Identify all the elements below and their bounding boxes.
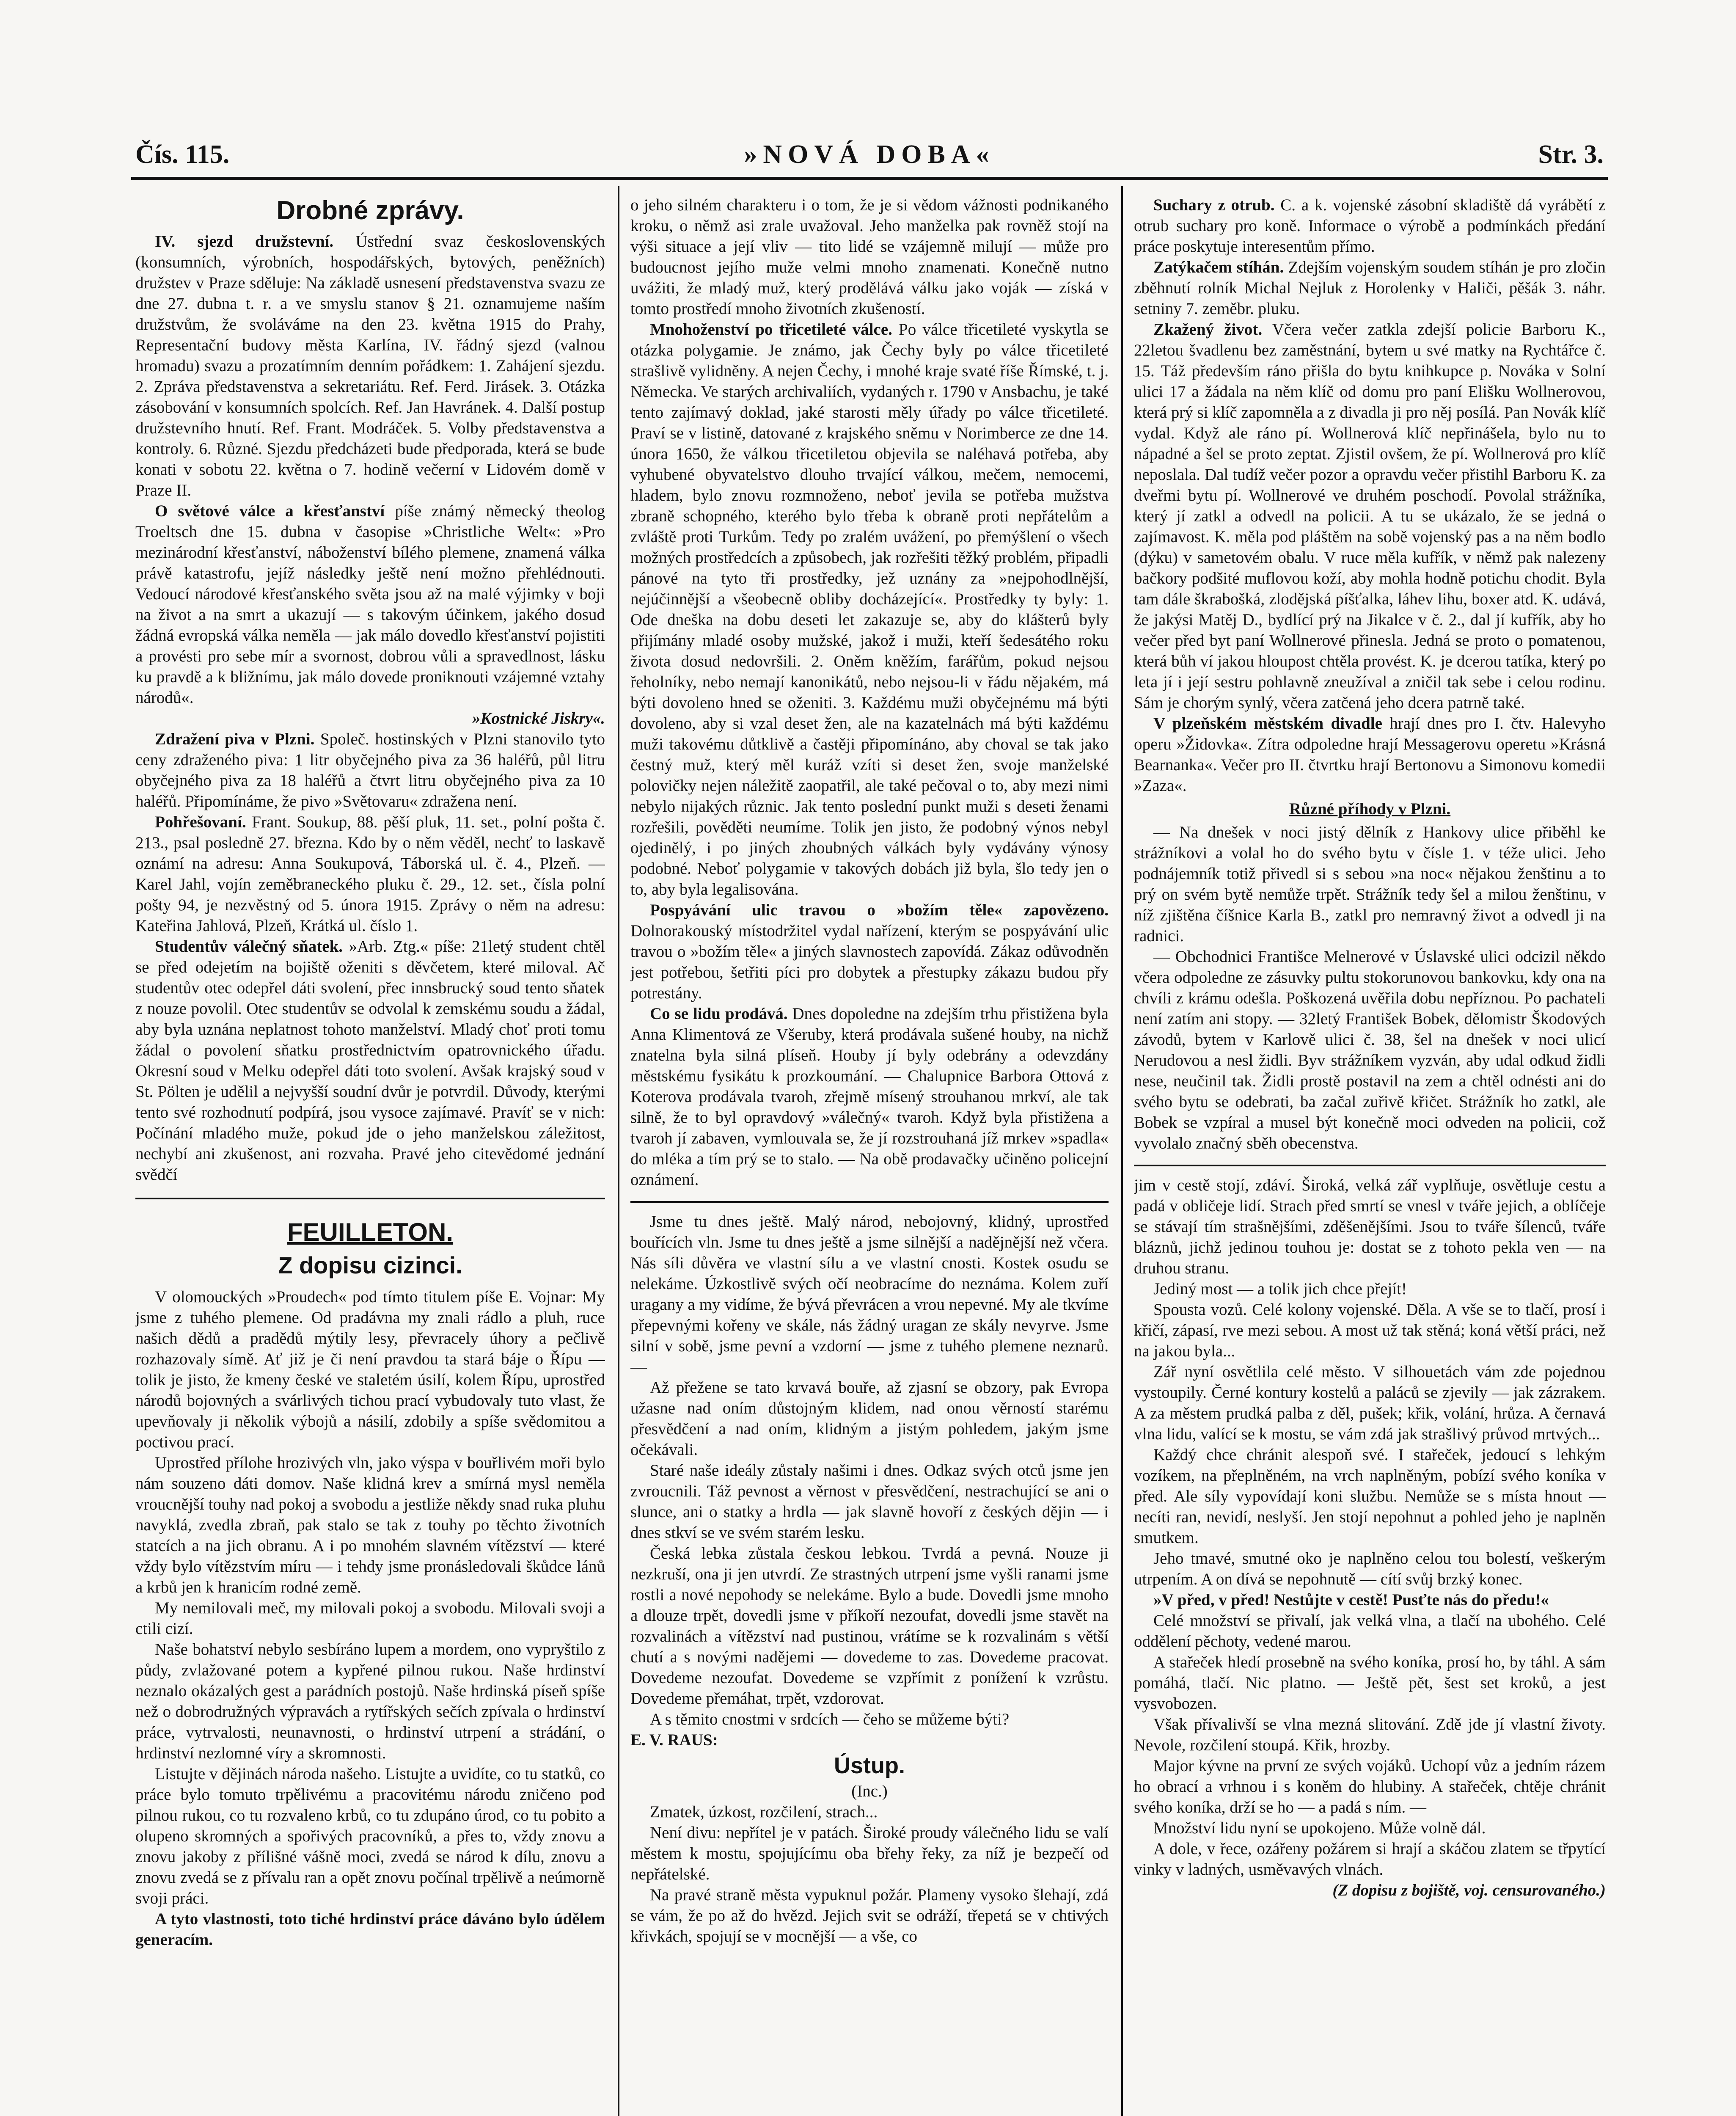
page-number: Str. 3. — [1538, 140, 1604, 169]
article-lead: IV. sjezd družstevní. — [155, 232, 334, 251]
article-paragraph: — Na dnešek v noci jistý dělník z Hankovy ulice přiběhl ke strážníkovi a volal ho do svého bytu v čísle 1. v téže ulici. Jeho podnájemník totiž přivedl si s sebou »na noc« nějakou ženštinu a to prý on svém bytě nemůže trpět. Strážník tedy šel a milou ženštinu, v níž zjištěna číšnice Karla B., zatkl pro nemravný život a odvedl ji na radnici. — [1134, 823, 1606, 945]
feuilleton-paragraph: Až přežene se tato krvavá bouře, až zjasní se obzory, pak Evropa užasne nad oním důstojným klidem, nad onou věrností starému přesvědčení a nad oním, klidným a jistým pohledem, jakým jsme očekávali. — [630, 1378, 1109, 1459]
article-svetova-valka — [135, 501, 605, 708]
article-body: Ústřední svaz československých (konsumních, výrobních, hospodářských, bytových, peněžních) družstev v Praze sděluje: Na základě usnesení představenstva svazu ze dne 27. dubna t. r. a ve smyslu stanov § 21. oznamujeme naším družstvům, že svoláváme na den 23. května 1915 do Prahy, Representační budovy města Karlína, IV. řádný sjezd (valnou hromadu) svazu a prozatímním denním pořádkem: 1. Zahájení sjezdu. 2. Zpráva představenstva a sekretariátu. Ref. Ferd. Jirásek. 3. Otázka zásobování v konsumních spolcích. Ref. Jan Havránek. 4. Další postup družstevního hnutí. Ref. Frant. Modráček. 5. Volby představenstva a kontroly. 6. Různé. Sjezdu předcházeti bude předporada, která se bude konati v sobotu 22. května o 7. hodině večerní v Lidovém domě v Praze II. — [135, 232, 605, 499]
header-rule — [131, 177, 1608, 180]
article-divadlo — [1134, 713, 1606, 796]
section-heading-drobne-zpravy: Drobné zprávy. — [276, 196, 464, 225]
feuilleton-paragraph: Česká lebka zůstala českou lebkou. Tvrdá a pevná. Nouze ji nezkruší, ona ji jen utvrdí. Ze strastných utrpení jsme vyšli ranami jsme rostli a nové nepohody se nelekáme. Bylo a bude. Dovedli jsme mnoho a dlouze trpět, dovedli jsme v příkoří nezoufat, dovedli jsme stavět na rozvalinách a vítězství nad pustinou, vrátíme se k rozvalinám s větší chutí a s novými nadějemi — dovedeme to zas. Dovedeme pracovat. Dovedeme nezoufat. Dovedeme se vzpřímit z ponížení k vzrůstu. Dovedeme přemáhat, trpět, vzdorovat. — [630, 1544, 1109, 1708]
feuilleton-paragraph: Staré naše ideály zůstaly našimi i dnes. Odkaz svých otců jsme jen zvroucnili. Táž pevnost a věrnost v přesvědčení, nestrachující se ani o slunce, ani o statky a hrdla — jak slavně hovoří z českých dějin — i dnes stkví se ve svém starém lesku. — [630, 1461, 1109, 1542]
article-mnohozenstvi — [630, 319, 1109, 900]
article-paragraph: — Obchodnici Františce Melnerové v Úslavské ulici odcizil někdo včera odpoledne ze zásuvky pultu stokorunovou bankovku, kdy ona na chvíli z krámu odešla. Poškozená uvěřila dobu nepříznou. Po pachateli není zatím ani stopy. — 32letý František Bobek, dělomistr Škodových závodů, bytem v Karlově ulici č. 38, šel na dnešek v noci ulicí Nerudovou a nesl židli. Byv strážníkem vyzván, aby udal odkud židli nese, neučinil tak. Židli prostě postavil na zem a chtěl odnésti ani do svého bytu se odebrati, ba začal zuřivě křičet. Strážník ho zatkl, ale Bobek se vzpíral a musel být konečně moci odveden na policii, což vyvolalo značný sběh obecenstva. — [1134, 948, 1606, 1152]
article-body: Zdejším vojenským soudem stíhán je pro zločin zběhnutí rolník Michal Nejluk z Horolenky v Haliči, pěšák 3. náhr. setniny 7. zeměbr. pluku. — [1134, 258, 1606, 318]
feuilleton-paragraph: Uprostřed přílohe hrozivých vln, jako výspa v bouřlivém moři bylo nám souzeno dáti domov. Naše klidná krev a smírná mysl neměla vroucnější touhy nad pokoj a svobodu a jestliže někdy snad ruka pluhu navyklá, zvedla zbraň, pak stalo se tak z touhy po těchto životních statcích a na jich obranu. A i po mnohém slavném vítězství — které vždy bylo vítězstvím míru — i tehdy jsme pronásledovali škůdce lánů a krbů jen k hranicím rodné země. — [135, 1454, 605, 1596]
story-paragraph: Major kývne na první ze svých vojáků. Uchopí vůz a jedním rázem ho obrací a vrhnou i s koněm do hlubiny. A stařeček, chtěje chránit svého koníka, drží se ho — a padá s ním. — — [1134, 1757, 1606, 1816]
article-studentuv-snatek — [135, 936, 605, 1185]
article-body: Dnes dopoledne na zdejším trhu přistižena byla Anna Klimentová ze Všeruby, která prodávala sušené houby, na nichž znatelna byla silná plíseň. Houby jí byly odebrány a odevzdány městskému fysikátu k prozkoumání. — Chalupnice Barbora Ottová z Koterova prodávala tvaroh, zřejmě mísený strouhanou mrkví, ale tak silně, že to byl opravdový »válečný« tvaroh. Když byla přistižena a tvaroh jí zabaven, vymlouvala se, že jí rozstrouhaná jíž mrkev »spadla« do mléka a tím prý se to stalo. — Na obě prodavačky učiněno policejní oznámení. — [630, 1005, 1109, 1189]
article-body: hrají dnes pro I. čtv. Halevyho operu »Židovka«. Zítra odpoledne hrají Messagerovu operetu »Krásná Bearnanka«. Večer pro II. čtvrtku hrají Bertonovu a Simonovu komedii »Zaza«. — [1134, 714, 1606, 795]
article-lead: Co se lidu prodává. — [650, 1005, 788, 1023]
article-lead: Pospyávání ulic travou o »božím těle« zapovězeno. — [650, 901, 1109, 919]
column-3 — [1134, 195, 1606, 2116]
article-pohresovani — [135, 812, 605, 936]
article-body: Včera večer zatkla zdejší policie Barboru K., 22letou švadlenu bez zaměstnání, bytem u své matky na Rychtářce č. 15. Táž především ráno přišla do bytu knihkupce p. Nováka v Solní ulici 17 a žádala na něm klíč od domu pro paní Elišku Wollnerovou, která prý si klíč zapomněla a z divadla ji pro něj posílá. Pan Novák klíč vydal. Když ale ráno pí. Wollnerová klíč nepřinášela, bylo nu to nápadné a šel se proto zeptat. Zjistil ovšem, že pí. Wollnerová pro klíč neposlala. Dal tudíž večer pozor a opravdu večer přistihl Barboru K. za dveřmi bytu pí. Wollnerové ve druhém poschodí. Povolal strážníka, který jí zatkl a odvedl na policii. A tu se ukázalo, že se jedná o zajímavost. K. měla pod pláštěm na sobě vojenský pas a na něm bodlo (dýku) v sametovém obalu. V ruce měla kufřík, v němž pak nalezeny bačkory podšité muflovou koží, aby mohla hodně potichu chodit. Byla tam dále škrabošká, zlodějská píšťalka, láhev lihu, boxer atd. K. udává, že jakýsi Matěj D., bydlící prý na Jikalce v č. 2., dal jí kufřík, aby ho večer před byt paní Wollnerové přinesla. Jedná se proto o pomatenou, která bůh ví jakou hloupost chtěla provést. K. je dcerou tatíka, který po leta jí i její sestru pohlavně zneužíval a zničil tak sebe i celou rodinu. Sám je chorým synlý, včera zatčená jeho dcera patrně také. — [1134, 320, 1606, 712]
feuilleton-title: Z dopisu cizinci. — [278, 1252, 462, 1278]
article-lead: Zdražení piva v Plzni. — [155, 730, 315, 748]
article-body: C. a k. vojenské zásobní skladiště dá vyrábětí z otrub suchary pro koně. Informace o výrobě a podmínkách předání práce poskytuje interesentům přímo. — [1134, 196, 1606, 256]
feuilleton-rule — [1134, 1165, 1606, 1166]
column-2 — [630, 195, 1109, 2116]
article-lead: O světové válce a křesťanství — [155, 502, 385, 520]
article-sjezd — [135, 231, 605, 501]
article-body: píše známý německý theolog Troeltsch dne 15. dubna v časopise »Christliche Welt«: »Pro mezinárodní křesťanství, náboženství bílého plemene, znamená válka právě katastrofu, jejíž následky ještě není možno přehlédnouti. Vedoucí národové křesťanského světa jsou až na malé výjimky v boji na život a na smrt a ukazují — s takovým účinkem, jakého dosud žádná evropská válka neměla — jak málo dovedlo křesťanství pojistiti a provésti pro sebe mír a svornost, dobrou vůli a spravedlnost, lásku ku pravdě a k bližnímu, jak málo dovede proniknouti vzájemné vztahy národů«. — [135, 502, 605, 707]
feuilleton-paragraph: Listujte v dějinách národa našeho. Listujte a uvidíte, co tu statků, co práce bylo tomuto trpělivému a pracovitému národu zničeno pod pilnou rukou, co tu rozvaleno krbů, co tu zdupáno úrod, co tu pobito a olupeno skromných a spořivých pracovníků, a přes to, vždy znovu a znovu jakoby z přílišné vášně moci, zvedá se národ k dílu, znovu a znovu zvedá se z přívalu ran a opět znovu počínal trpělivě a neúmorně svoji práci. — [135, 1765, 605, 1907]
article-lead: Studentův válečný sňatek. — [155, 937, 343, 956]
feuilleton-rule — [630, 1201, 1109, 1203]
article-body: Frant. Soukup, 88. pěší pluk, 11. set., polní pošta č. 213., psal posledně 27. března. Kdo by o něm věděl, nechť to laskavě oznámí na adresu: Anna Soukupová, Táborská ul. č. 4., Plzeň. — Karel Jahl, vojín zeměbraneckého pluku č. 29., 12. set., čísla polní pošty 94, je nezvěstný od 5. února 1915. Zprávy o něm na adresu: Kateřina Jahlová, Plzeň, Krátká ul. číslo 1. — [135, 813, 605, 935]
article-zdrazeni-piva — [135, 729, 605, 812]
column-1 — [135, 195, 605, 2116]
story-paragraph: Celé množství se přivalí, jak velká vlna, a tlačí na ubohého. Celé oddělení pěchoty, vedené marou. — [1134, 1612, 1606, 1650]
story-paragraph: Každý chce chránit alespoň své. I stařeček, jedoucí s lehkým vozíkem, na přeplněném, na vrch naplněným, pobízí svého koníka v před. Ale síly vypovídají koni službu. Nemůže se s místa hnout — necíti ran, nevidí, neslyší. Jen stojí nepohnut a pohled jeho je naplněn smutkem. — [1134, 1446, 1606, 1547]
article-suchary — [1134, 195, 1606, 257]
story-paragraph: A dole, v řece, ozářeny požárem si hrají a skáčou zlatem se třpytící vinky v ladných, usměvavých vlnách. — [1134, 1840, 1606, 1879]
story-subtitle: (Inc.) — [851, 1782, 888, 1800]
article-lead: Mnohoženství po třicetileté válce. — [650, 320, 892, 339]
story-paragraph: Spousta vozů. Celé kolony vojenské. Děla. A vše se to tlačí, prosí i křičí, zápasí, rve mezi sebou. A most už tak stěná; koná větší práci, než na jakou byla... — [1134, 1300, 1606, 1360]
article-zatykac — [1134, 257, 1606, 319]
article-continuation: o jeho silném charakteru i o tom, že je si vědom vážnosti podnikaného kroku, o němž asi zrale uvažoval. Jeho manželka pak rovněž stojí na výši situace a její vliv — tito lidé se vzájemně milují — může pro budoucnost jejího muže velmi mnoho znamenati. Konečně nutno uvážiti, že mladý muž, který prodělává válku jako voják — získá v tomto prostředí mnoho životních zkušeností. — [630, 196, 1109, 318]
story-paragraph: jim v cestě stojí, zdáví. Široká, velká zář vyplňuje, osvětluje cestu a padá v obličeje lidí. Strach před smrtí se vnesl v tváře jejich, a oblíčeje se stávají tím strašnějšími, zděšenějšími. Jsou to tváře šílenců, tváře bláznů, jichž jedinou touhou je: dostat se z tohoto pekla ven — na druhou stranu. — [1134, 1176, 1606, 1277]
page-header — [131, 140, 1608, 178]
story-paragraph: Jediný most — a tolik jich chce přejít! — [1153, 1280, 1407, 1298]
article-lead: Zatýkačem stíhán. — [1153, 258, 1284, 276]
article-bozi-telo — [630, 900, 1109, 1003]
article-zkazeny-zivot — [1134, 319, 1606, 713]
story-paragraph: Není divu: nepřítel je v patách. Široké proudy válečného lidu se valí městem k mostu, spojujícímu oba břehy řeky, za níž je bezpečí od nepřátelské. — [630, 1824, 1109, 1883]
newspaper-title: »NOVÁ DOBA« — [744, 140, 995, 169]
feuilleton-heading: FEUILLETON. — [287, 1218, 454, 1246]
article-lead: Zkažený život. — [1153, 320, 1263, 339]
feuilleton-paragraph: A s těmito cnostmi v srdcích — čeho se můžeme býti? — [650, 1710, 1010, 1728]
story-paragraph: Zář nyní osvětlila celé město. V silhouetách vám zde pojednou vystoupily. Černé kontury kostelů a paláců se zjevily — jak zázrakem. A za městem prudká palba z děl, pušek; křik, volání, hrůza. A černavá vlna lidu, valící se k mostu, se vám zdá jak strašlivý průvod mrtvých... — [1134, 1363, 1606, 1443]
article-body: »Arb. Ztg.« píše: 21letý student chtěl se před odejetím na bojiště oženiti s děvčetem, které miloval. Ač studentův otec odepřel dáti svolení, přec innsbrucký soud tento sňatek z nouze povolil. Otec studentův se odvolal k zemskému soudu a žádal, aby byla uznána neplatnost tohoto manželství. Mladý choť proti tomu žádal o povolení sňatku prostřednictvím opatrovnického úřadu. Okresní soud v Melku odepřel dáti toto svolení. Avšak krajský soud v St. Pölten je udělil a nejvyšší soudní dvůr je potvrdil. Důvody, kterými tento své rozhodnutí podpírá, jsou vysoce zajímavé. Pravíť se v nich: Počínání mladého muže, pokud jde o jeho manželskou záležitost, nechybí ani zkušenost, ani rozvaha. Pravé jeho citevědomé jednání svědčí — [135, 937, 605, 1184]
feuilleton-author: E. V. RAUS: — [630, 1731, 718, 1749]
story-source: (Z dopisu z bojiště, voj. censurovaného.) — [1332, 1881, 1606, 1899]
story-paragraph: Však přívalivší se vlna mezná slitování. Zdě jde jí vlastní životy. Nevole, rozčilení stoupá. Křik, hrozby. — [1134, 1715, 1606, 1754]
feuilleton-rule — [135, 1198, 605, 1199]
column-divider — [618, 186, 619, 2116]
article-lead: V plzeňském městském divadle — [1153, 714, 1382, 733]
feuilleton-paragraph: A tyto vlastnosti, toto tiché hrdinství práce dáváno bylo údělem generacím. — [135, 1910, 605, 1949]
column-divider — [1121, 186, 1123, 2116]
article-co-se-prodava — [630, 1003, 1109, 1190]
article-body: Po válce třicetileté vyskytla se otázka polygamie. Je známo, jak Čechy byly po válce třicetileté strašlivě vylidněny. A nejen Čechy, i mnohé kraje svaté říše Římské, t. j. Německa. Ve starých archivaliích, vydaných r. 1790 v Ansbachu, je také tento zajímavý doklad, jaké starosti měly úřady po válce třicetileté. Praví se v listině, datované z krajského sněmu v Norimberce ze dne 14. února 1650, že válkou třicetiletou objevila se naléhavá potřeba, aby vyhubené obyvatelstvo dlouho trvající válkou, mečem, nemocemi, hladem, bylo znovu rozmnoženo, neboť jevila se potřeba mužstva zbraně schopného, kterého bylo třeba k obraně proti nepřátelům a zvláště proti Turkům. Tedy po zralém uvážení, po přemýšlení o všech možných prostředcích a způsobech, jak rozřešiti těžký problém, připadli pánové na tyto tři prostředky, jež uznány za »nejpohodlnější, nejúčinnější a všeobecně obliby docházející«. Prostředky ty byly: 1. Ode dneška na dobu deseti let zakazuje se, aby do klášterů byly přijímány mladé osoby mužské, jakož i muži, kteří šedesátého roku života dosud nedovršili. 2. Oněm kněžím, farářům, pokud nejsou řeholníky, nebo nemají kanonikátů, nebo nejsou-li v řádu nějakém, má býti dovoleno hned se oženiti. 3. Každému muži obyčejnému má býti dovoleno, aby si vzal deset žen, ale na kazatelnách má býti každému muži takovému důtklivě a častěji připomínáno, aby choval se tak jako čestný muž, který měl kuráž vzíti si deset žen, svoje manželské polovičky nejen náležitě zaopatřil, ale také pečoval o to, aby mezi nimi nebylo nijakých různic. Jak tento poslední punkt muži s deseti ženami rozřešili, pověděti neumíme. Tolik jen jisto, že podobný výnos nebyl ojedinělý, i po jiných zhoubných válkách byly vydávány výnosy podobné. Neboť polygamie v takových dobách již byla, šlo tedy jen o to, aby byla legalisována. — [630, 320, 1109, 898]
article-source: »Kostnické Jiskry«. — [472, 709, 605, 727]
story-paragraph: Na pravé straně města vypuknul požár. Plameny vysoko šlehají, zdá se vám, že po až do hvězd. Jejich svit se odráží, třepetá se v chtivých křivkách, spojují se v mocnější — a vše, co — [630, 1886, 1109, 1945]
story-paragraph: A stařeček hledí prosebně na svého koníka, prosí ho, by táhl. A sám pomáhá, tlačí. Nic platno. — Ještě pět, šest set kroků, a jest vysvobozen. — [1134, 1653, 1606, 1713]
story-paragraph: Množství lidu nyní se upokojeno. Může volně dál. — [1153, 1819, 1486, 1837]
feuilleton-paragraph: Jsme tu dnes ještě. Malý národ, nebojovný, klidný, uprostřed bouřících vln. Jsme tu dnes ještě a jsme silnější a nadějnější než včera. Nás síli důvěra ve vlastní sílu a ve vlastní cnosti. Kostek osudu se nelekáme. Úzkostlivě svých očí neobracíme do neznáma. Kolem zuří uragany a my vidíme, že bývá převrácen a vrou nepevné. My ale tkvíme přepevnými kořeny ve skále, nás žádný uragan ze skály nevyrve. Jsme silní v sobě, jsme pevní a vzdorní — jsme z tuhého plemene neznarů. — — [630, 1212, 1109, 1376]
story-paragraph: Zmatek, úzkost, rozčilení, strach... — [650, 1803, 878, 1821]
article-body: Společ. hostinských v Plzni stanovilo tyto ceny zdraženého piva: 1 litr obyčejného piva za 36 haléřů, půl litru obyčejného piva za 18 haléřů a čtvrt litru obyčejného piva za 10 haléřů. Připomínáme, že pivo »Světovaru« zdražena není. — [135, 730, 605, 810]
story-paragraph: Jeho tmavé, smutné oko je naplněno celou tou bolestí, veškerým utrpením. A on dívá se nepohnutě — cítí svůj brzký konec. — [1134, 1549, 1606, 1588]
issue-number: Čís. 115. — [135, 140, 230, 169]
section-heading-prihody: Různé příhody v Plzni. — [1289, 800, 1451, 818]
feuilleton-paragraph: Naše bohatství nebylo sesbíráno lupem a mordem, ono vypryštilo z půdy, zvlažované potem a kypřené pilnou rukou. Naše hrdinství neznalo okázalých gest a parádních postojů. Naše hrdinská píseň spíše než o dobrodružných výpravách a rytířských sečích zpívala o hrdinství práce, vytrvalosti, neunavnosti, o hrdinství utrpení a strádání, o hrdinství nezlomné víry a skromnosti. — [135, 1640, 605, 1762]
article-body: Dolnorakouský místodržitel vydal nařízení, kterým se pospyávání ulic travou o »božím těle« a jiných slavnostech zapovídá. Zákaz odůvodněn jest potřebou, šetřiti píci pro dobytek a přestupky zákazu budou přy potrestány. — [630, 922, 1109, 1002]
article-lead: Pohřešovaní. — [155, 813, 246, 831]
feuilleton-paragraph: My nemilovali meč, my milovali pokoj a svobodu. Milovali svoji a ctili cizí. — [135, 1599, 605, 1638]
feuilleton-paragraph: V olomouckých »Proudech« pod tímto titulem píše E. Vojnar: My jsme z tuhého plemene. Od pradávna my znali rádlo a pluh, ruce našich dědů a pradědů mýtily lesy, převracely úhory a pečlivě rozhazovaly símě. Ať již je či není pravdou ta stará báje o Řípu — tolik je jisto, že kmeny české ve staletém úsilí, kolem Řípu, uprostřed národů bojovných a svárlivých tichou prací vybudovaly tuto vlast, že upevňovaly ji několik výbojů a násilí, zdobily a spíše svědomitou a poctivou prací. — [135, 1288, 605, 1451]
story-title-ustup: Ústup. — [834, 1753, 905, 1778]
article-lead: Suchary z otrub. — [1153, 196, 1275, 214]
story-paragraph: »V před, v před! Nestůjte v cestě! Pusťte nás do předu!« — [1153, 1591, 1549, 1609]
